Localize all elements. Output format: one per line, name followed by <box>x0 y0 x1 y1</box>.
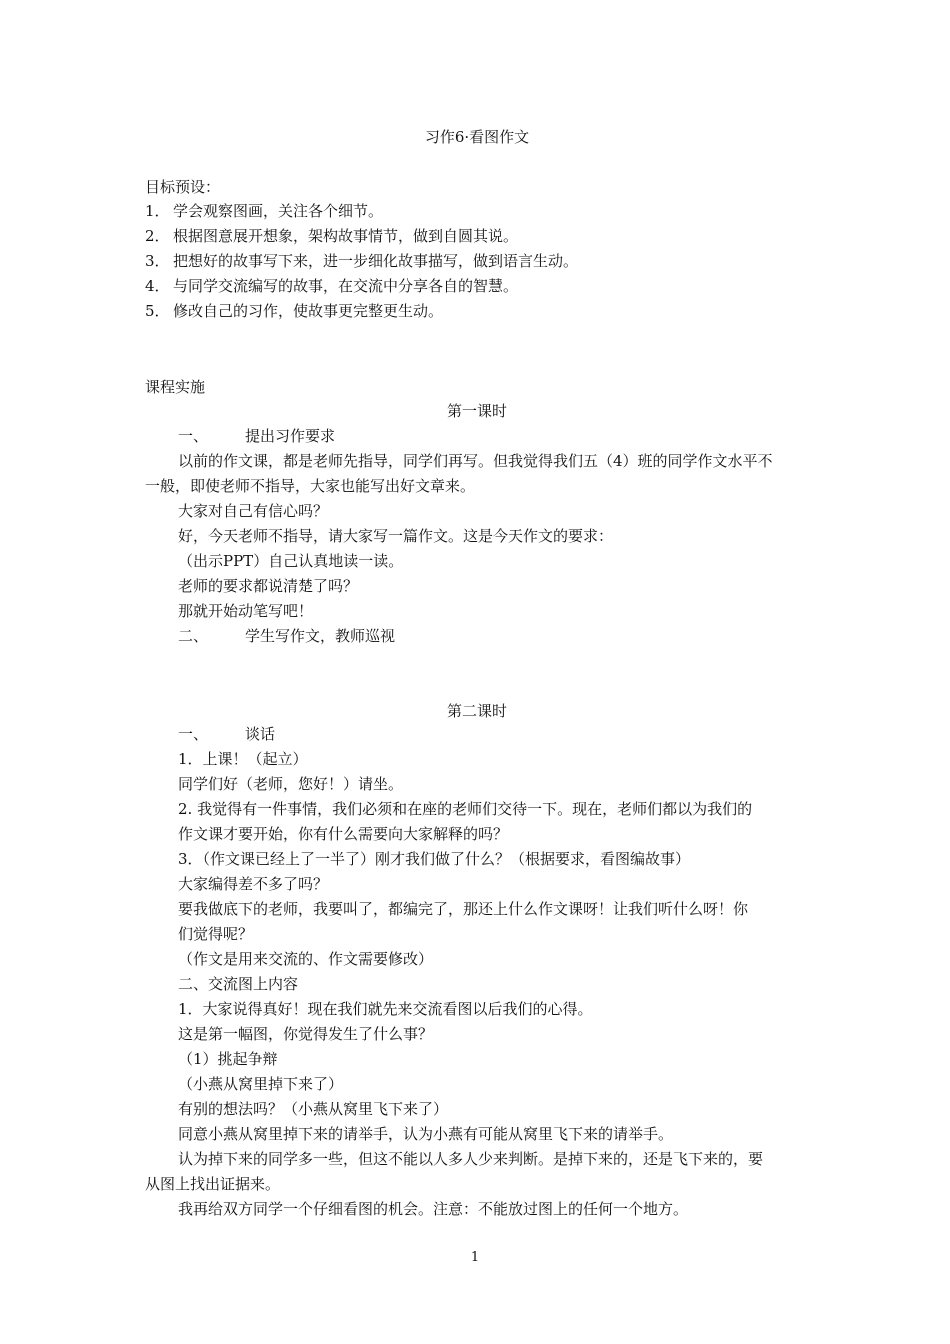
lesson1-section-2 <box>178 626 395 646</box>
section-text: 谈话 <box>245 725 276 743</box>
lesson2-line-7: （作文是用来交流的、作文需要修改） <box>178 950 434 968</box>
goal-item-2 <box>145 226 518 246</box>
lesson2-line-8: 1．大家说得真好！现在我们就先来交流看图以后我们的心得。 <box>178 1000 593 1018</box>
lesson2-line-13: 同意小燕从窝里掉下来的请举手，认为小燕有可能从窝里飞下来的请举手。 <box>178 1125 674 1143</box>
lesson2-line-10: （1）挑起争辩 <box>178 1050 278 1068</box>
lesson1-paragraph-3: 好，今天老师不指导，请大家写一篇作文。这是今天作文的要求： <box>178 527 614 545</box>
lesson2-section-1 <box>178 724 275 744</box>
lesson1-title: 第一课时 <box>446 402 507 420</box>
goal-item-4 <box>145 276 518 296</box>
lesson2-line-1: 1．上课！（起立） <box>178 750 308 768</box>
lesson2-line-12: 有别的想法吗？（小燕从窝里飞下来了） <box>178 1100 449 1118</box>
lesson2-line-14a: 认为掉下来的同学多一些，但这不能以人多人少来判断。是掉下来的，还是飞下来的，要 <box>178 1150 764 1168</box>
lesson2-title: 第二课时 <box>446 702 507 720</box>
goal-number: 4． <box>145 277 170 295</box>
goal-number: 1． <box>145 202 170 220</box>
goal-text: 把想好的故事写下来，进一步细化故事描写，做到语言生动。 <box>173 252 579 270</box>
goal-text: 根据图意展开想象，架构故事情节，做到自圆其说。 <box>173 227 519 245</box>
lesson2-line-9: 这是第一幅图，你觉得发生了什么事？ <box>178 1025 434 1043</box>
lesson2-line-2: 同学们好（老师，您好！）请坐。 <box>178 775 404 793</box>
goal-number: 3． <box>145 252 170 270</box>
section-marker: 一、 <box>178 427 209 445</box>
lesson1-paragraph-2: 大家对自己有信心吗？ <box>178 502 329 520</box>
lesson1-paragraph-6: 那就开始动笔写吧！ <box>178 602 314 620</box>
goal-item-3 <box>145 251 578 271</box>
course-heading: 课程实施 <box>145 378 206 396</box>
lesson2-line-5: 大家编得差不多了吗？ <box>178 875 329 893</box>
section-marker: 二、 <box>178 627 209 645</box>
lesson1-paragraph-4: （出示PPT）自己认真地读一读。 <box>178 552 404 570</box>
lesson2-line-11: （小燕从窝里掉下来了） <box>178 1075 344 1093</box>
lesson2-line-6b: 们觉得呢？ <box>178 925 254 943</box>
goal-number: 2． <box>145 227 170 245</box>
section-text: 提出习作要求 <box>245 427 336 445</box>
lesson2-line-4: 3．（作文课已经上了一半了）刚才我们做了什么？（根据要求，看图编故事） <box>178 850 691 868</box>
section-text: 学生写作文，教师巡视 <box>245 627 396 645</box>
goal-item-5 <box>145 301 443 321</box>
goal-text: 与同学交流编写的故事，在交流中分享各自的智慧。 <box>173 277 519 295</box>
goal-text: 修改自己的习作，使故事更完整更生动。 <box>173 302 444 320</box>
lesson1-paragraph-5: 老师的要求都说清楚了吗？ <box>178 577 359 595</box>
lesson2-line-6a: 要我做底下的老师，我要叫了，都编完了，那还上什么作文课呀！让我们听什么呀！你 <box>178 900 749 918</box>
lesson2-line-3a: 2. 我觉得有一件事情，我们必须和在座的老师们交待一下。现在，老师们都以为我们的 <box>178 800 753 818</box>
lesson1-section-1 <box>178 426 335 446</box>
document-title: 习作6·看图作文 <box>424 128 530 146</box>
goal-item-1 <box>145 201 383 221</box>
goals-heading: 目标预设： <box>145 178 221 196</box>
page-number: 1 <box>470 1250 480 1265</box>
goal-number: 5． <box>145 302 170 320</box>
lesson2-section-2: 二、交流图上内容 <box>178 975 299 993</box>
lesson2-line-15: 我再给双方同学一个仔细看图的机会。注意：不能放过图上的任何一个地方。 <box>178 1200 689 1218</box>
section-marker: 一、 <box>178 725 209 743</box>
goal-text: 学会观察图画，关注各个细节。 <box>173 202 384 220</box>
lesson1-paragraph-1-line-2: 一般，即使老师不指导，大家也能写出好文章来。 <box>145 477 476 495</box>
lesson1-paragraph-1-line-1: 以前的作文课，都是老师先指导，同学们再写。但我觉得我们五（4）班的同学作文水平不 <box>178 452 773 470</box>
lesson2-line-3b: 作文课才要开始，你有什么需要向大家解释的吗？ <box>178 825 509 843</box>
lesson2-line-14b: 从图上找出证据来。 <box>145 1175 281 1193</box>
